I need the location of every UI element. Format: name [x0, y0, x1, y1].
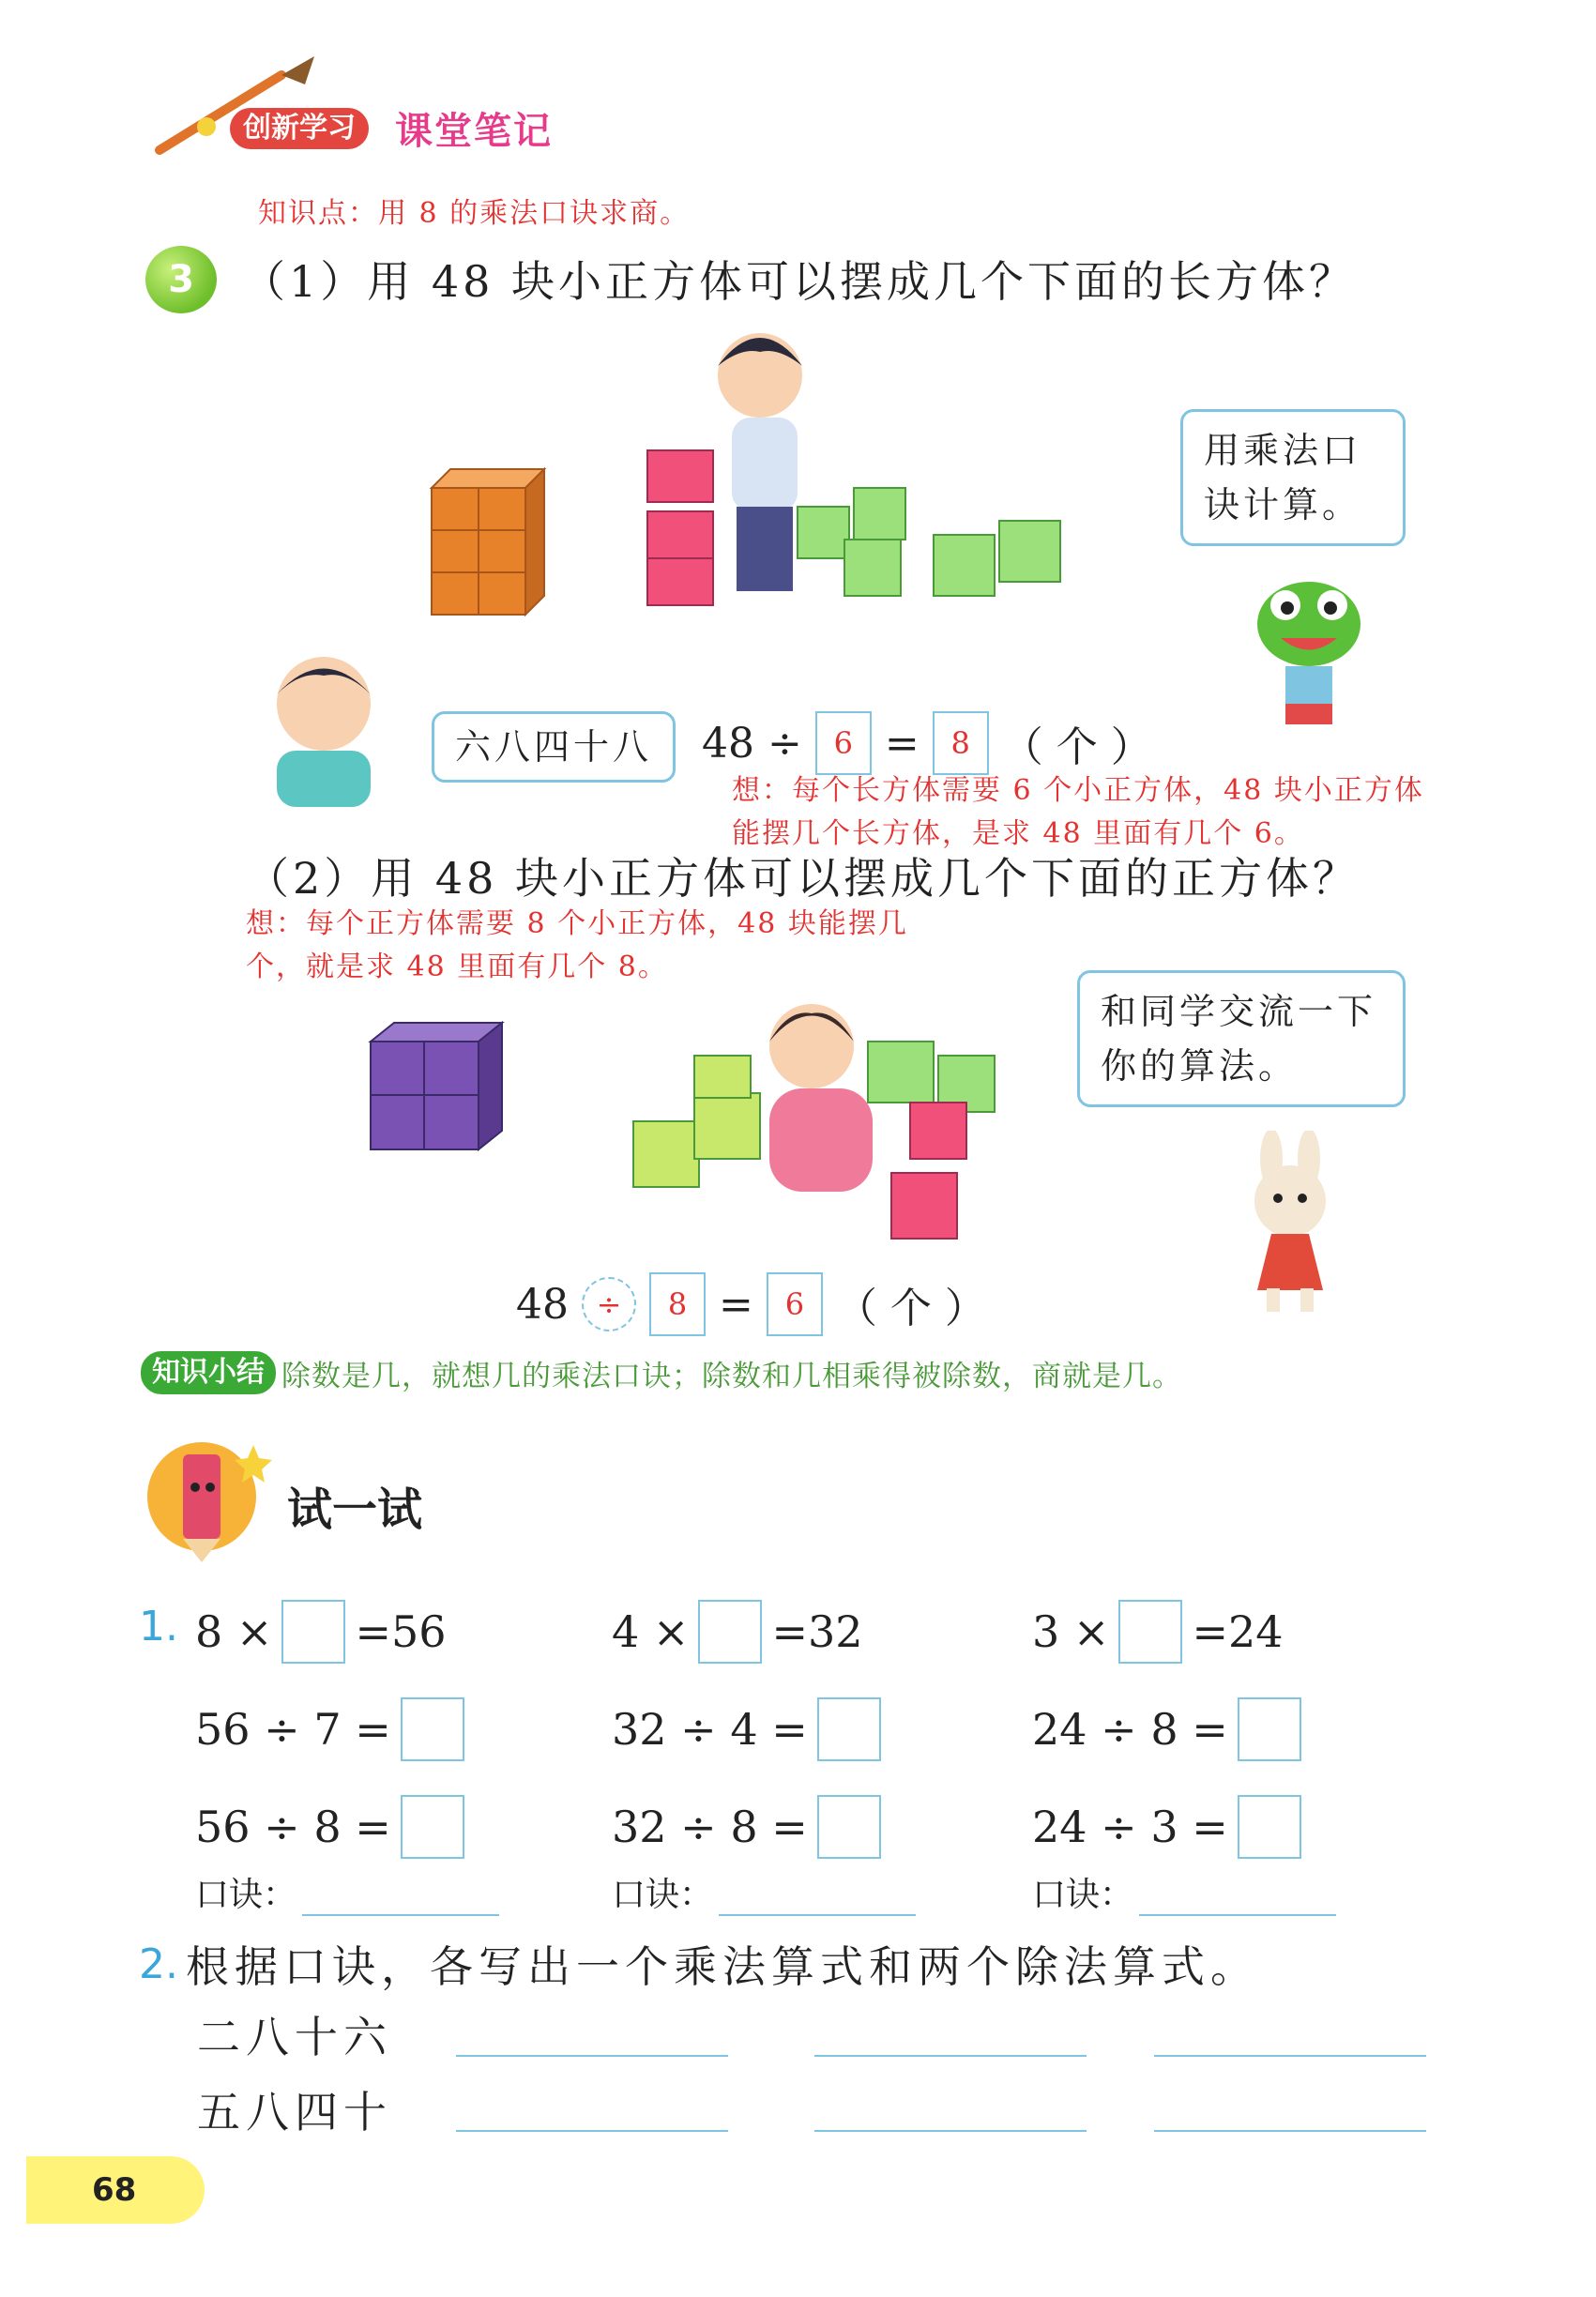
frog-speech-bubble [1180, 409, 1406, 546]
eq2-divisor-box: 8 [649, 1272, 706, 1336]
eq2-operator-circle: ÷ [582, 1277, 636, 1331]
eq1-equals: = [884, 719, 920, 768]
koujue-blank[interactable] [719, 1882, 916, 1916]
knowledge-point: 知识点：用 8 的乘法口诀求商。 [258, 197, 691, 230]
rhyme-2: 五八四十 [197, 2087, 392, 2137]
brand-text: 创新学习 [230, 108, 369, 149]
exercise2 [139, 1933, 1259, 1995]
answer-box[interactable] [281, 1600, 345, 1664]
ex1-c2-mult [612, 1600, 916, 1664]
ex1-c1-mult-b: =56 [355, 1606, 447, 1657]
eq2-left: 48 [516, 1280, 569, 1329]
brand-subtitle: 课堂笔记 [395, 110, 553, 153]
ex1-c2-div1 [612, 1697, 916, 1761]
exercise2-number: 2. [139, 1940, 178, 1988]
frog-bubble-text: 用乘法口诀计算。 [1204, 430, 1362, 525]
answer-line[interactable] [1154, 2128, 1426, 2132]
brand-badge [230, 108, 369, 149]
problem-number-badge: 3 [145, 246, 217, 313]
answer-line[interactable] [814, 2128, 1087, 2132]
ex1-c2-div2 [612, 1795, 916, 1859]
answer-line[interactable] [456, 2053, 728, 2057]
summary-badge-text: 知识小结 [139, 1349, 278, 1396]
ex1-c1-div2-text: 56 ÷ 8 = [195, 1802, 391, 1852]
ex1-c3-koujue [1032, 1868, 1336, 1916]
summary-text: 除数是几，就想几的乘法口诀；除数和几相乘得被除数，商就是几。 [281, 1359, 1182, 1393]
ex1-c1-mult [195, 1600, 499, 1664]
part1-think-note: 想：每个长方体需要 6 个小正方体，48 块小正方体能摆几个长方体，是求 48 里面有几个 6。 [732, 774, 1424, 850]
page-number: 68 [26, 2156, 205, 2224]
rabbit-bubble-text: 和同学交流一下你的算法。 [1101, 991, 1377, 1087]
exercise2-instruction: 根据口诀，各写出一个乘法算式和两个除法算式。 [185, 1941, 1259, 1992]
part2-think-note: 想：每个正方体需要 8 个小正方体，48 块能摆几个，就是求 48 里面有几个 8。 [246, 907, 908, 983]
ex1-c3-mult-b: =24 [1192, 1606, 1284, 1657]
eq2-equals: = [719, 1280, 753, 1329]
answer-box[interactable] [1238, 1697, 1301, 1761]
pencil-mascot-icon [141, 1426, 272, 1567]
ex1-c3-mult-a: 3 × [1032, 1606, 1110, 1657]
part1-question: （1）用 48 块小正方体可以摆成几个下面的长方体？ [242, 256, 1357, 307]
answer-box[interactable] [817, 1795, 881, 1859]
koujue-blank[interactable] [302, 1882, 499, 1916]
rabbit-speech-bubble [1077, 970, 1406, 1107]
eq1-left: 48 ÷ [702, 719, 802, 768]
ex1-c1-div2 [195, 1795, 499, 1859]
try-section-title: 试一试 [287, 1483, 423, 1536]
boy-thinking-illustration [263, 647, 385, 807]
ex1-c3-mult [1032, 1600, 1336, 1664]
boy-speech-bubble [432, 711, 676, 783]
eq1-divisor-box: 6 [815, 711, 872, 775]
part1-equation [702, 711, 1152, 775]
part2-question: （2）用 48 块小正方体可以摆成几个下面的正方体？ [246, 853, 1360, 904]
header-title [230, 101, 553, 155]
ex1-c3-div1-text: 24 ÷ 8 = [1032, 1704, 1228, 1755]
exercise1-number: 1. [139, 1603, 178, 1650]
answer-box[interactable] [817, 1697, 881, 1761]
koujue-label: 口诀： [1032, 1876, 1134, 1914]
ex1-c3-div1 [1032, 1697, 1336, 1761]
ex1-c2-div1-text: 32 ÷ 4 = [612, 1704, 808, 1755]
eq1-quotient-box: 8 [933, 711, 989, 775]
ex1-c3-div2-text: 24 ÷ 3 = [1032, 1802, 1228, 1852]
exercise1-column-1 [195, 1600, 499, 1916]
green-cubes-illustration [788, 479, 1088, 610]
boy-bubble-text: 六八四十八 [455, 726, 653, 768]
answer-box[interactable] [1118, 1600, 1182, 1664]
answer-line[interactable] [1154, 2053, 1426, 2057]
ex1-c1-mult-a: 8 × [195, 1606, 273, 1657]
eq2-unit: （ 个 ） [835, 1285, 986, 1332]
ex1-c2-div2-text: 32 ÷ 8 = [612, 1802, 808, 1852]
ex1-c3-div2 [1032, 1795, 1336, 1859]
rhyme-1: 二八十六 [197, 2012, 392, 2062]
frog-character-illustration [1248, 572, 1370, 741]
part2-equation [516, 1272, 986, 1336]
answer-line[interactable] [456, 2128, 728, 2132]
ex1-c2-mult-b: =32 [771, 1606, 863, 1657]
koujue-label: 口诀： [612, 1876, 714, 1914]
exercise1-column-3 [1032, 1600, 1336, 1916]
orange-cuboid-illustration [422, 460, 554, 619]
purple-cube-illustration [361, 1018, 511, 1159]
exercise1-column-2 [612, 1600, 916, 1916]
answer-box[interactable] [698, 1600, 762, 1664]
ex1-c2-koujue [612, 1868, 916, 1916]
ex1-c1-div1 [195, 1697, 499, 1761]
answer-box[interactable] [401, 1697, 464, 1761]
answer-box[interactable] [401, 1795, 464, 1859]
eq1-unit: （ 个 ） [1001, 723, 1152, 771]
ex1-c1-div1-text: 56 ÷ 7 = [195, 1704, 391, 1755]
koujue-label: 口诀： [195, 1876, 297, 1914]
knowledge-summary [139, 1349, 1182, 1396]
answer-box[interactable] [1238, 1795, 1301, 1859]
answer-line[interactable] [814, 2053, 1087, 2057]
eq2-quotient-box: 6 [767, 1272, 823, 1336]
girl-with-blocks-illustration [619, 981, 1013, 1243]
rabbit-character-illustration [1229, 1131, 1351, 1318]
summary-badge [139, 1349, 274, 1396]
koujue-blank[interactable] [1139, 1882, 1336, 1916]
ex1-c1-koujue [195, 1868, 499, 1916]
ex1-c2-mult-a: 4 × [612, 1606, 690, 1657]
